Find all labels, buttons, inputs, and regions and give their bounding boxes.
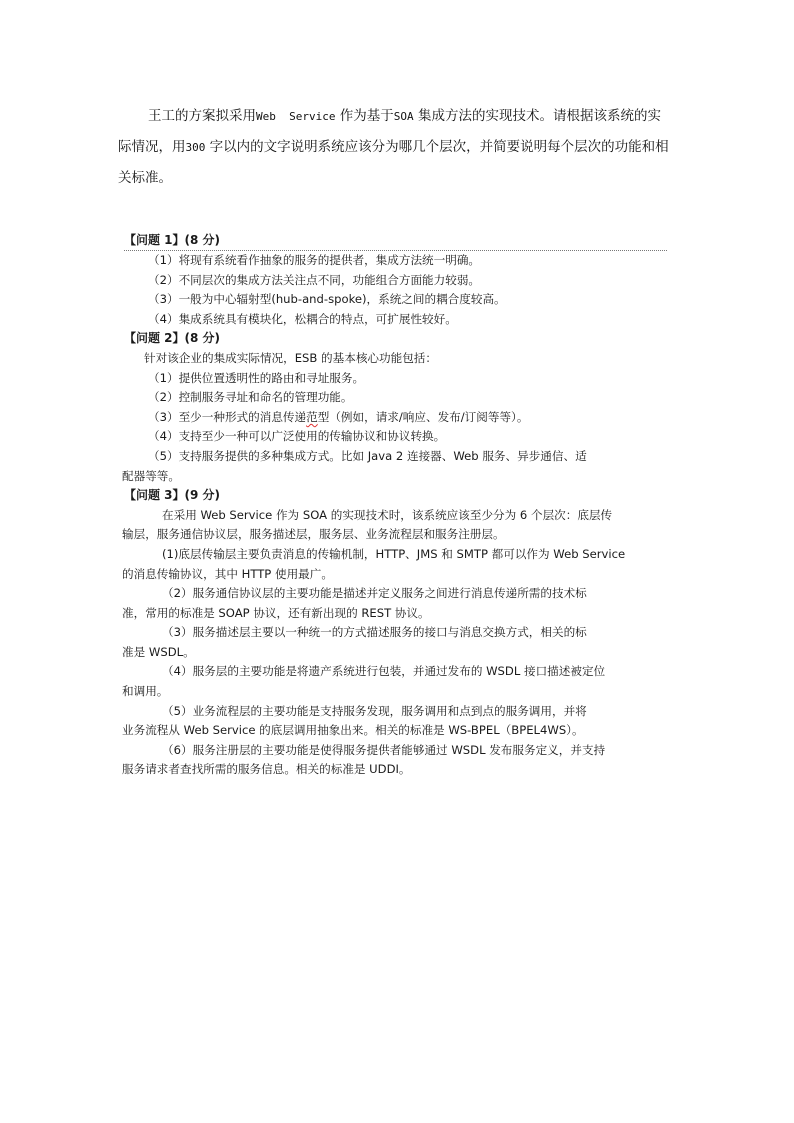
prompt-term-web-service: Web Service (256, 110, 336, 123)
question-1-item: （3）一般为中心辐射型(hub-and-spoke)，系统之间的耦合度较高。 (148, 292, 506, 307)
question-3-line: 业务流程从 Web Service 的底层调用抽象出来。相关的标准是 WS-BPEL（BPEL4WS）。 (122, 723, 584, 738)
prompt-text: 集成方法的实现技术。请根据该系统的实际情况，用 (118, 108, 661, 155)
question-2-item: （5）支持服务提供的多种集成方式。比如 Java 2 连接器、Web 服务、异步通信、适 (148, 448, 587, 463)
question-3-line: 在采用 Web Service 作为 SOA 的实现技术时，该系统应该至少分为 6 个层次：底层传 (162, 507, 613, 522)
prompt-number: 300 (185, 141, 206, 154)
question-3-line: （3）服务描述层主要以一种统一的方式描述服务的接口与消息交换方式，相关的标 (162, 625, 587, 640)
question-3-line: （4）服务层的主要功能是将遗产系统进行包装，并通过发布的 WSDL 接口描述被定位 (162, 664, 606, 679)
question-2-heading: 【问题 2】(8 分) (124, 331, 221, 346)
answer-section (122, 231, 667, 780)
question-1-item: （1）将现有系统看作抽象的服务的提供者，集成方法统一明确。 (148, 253, 481, 267)
question-2-intro: 针对该企业的集成实际情况，ESB 的基本核心功能包括： (144, 350, 437, 365)
prompt-text: 王工的方案拟采用 (148, 108, 256, 124)
question-2-item: （2）控制服务寻址和命名的管理功能。 (148, 390, 353, 405)
question-3-line: 的消息传输协议，其中 HTTP 使用最广。 (122, 566, 333, 581)
question-3-line: （6）服务注册层的主要功能是使得服务提供者能够通过 WSDL 发布服务定义，并支持 (162, 742, 606, 757)
question-prompt-paragraph (118, 101, 674, 193)
item-text: （3）至少一种形式的消息传递 (148, 409, 307, 424)
question-1-item: （2）不同层次的集成方法关注点不同，功能组合方面能力较弱。 (148, 272, 481, 287)
question-2-item-continuation: 配器等等。 (122, 468, 180, 483)
item-text: 型（例如，请求/响应、发布/订阅等等）。 (317, 409, 529, 424)
question-prompt (118, 101, 674, 193)
question-2-item: （4）支持至少一种可以广泛使用的传输协议和协议转换。 (148, 429, 446, 444)
question-3-line: 服务请求者查找所需的服务信息。相关的标准是 UDDI。 (122, 762, 411, 777)
question-3-line: 输层，服务通信协议层，服务描述层，服务层、业务流程层和服务注册层。 (122, 527, 505, 542)
question-2-item (122, 408, 667, 428)
question-1-heading: 【问题 1】(8 分) (124, 231, 667, 251)
prompt-text: 作为基于 (339, 108, 394, 124)
question-1-item: （4）集成系统具有模块化，松耦合的特点，可扩展性较好。 (148, 311, 457, 326)
question-3-line: 和调用。 (122, 684, 169, 699)
prompt-term-soa: SOA (393, 110, 414, 123)
question-3-line: (1)底层传输层主要负责消息的传输机制，HTTP、JMS 和 SMTP 都可以作为 Web Service (162, 546, 626, 561)
question-3-line: 准是 WSDL。 (122, 644, 195, 659)
question-2-item: （1）提供位置透明性的路由和寻址服务。 (148, 370, 365, 385)
question-3-heading: 【问题 3】(9 分) (124, 488, 221, 503)
question-3-line: （2）服务通信协议层的主要功能是描述并定义服务之间进行消息传递所需的技术标 (162, 586, 587, 601)
question-3-line: （5）业务流程层的主要功能是支持服务发现，服务调用和点到点的服务调用，并将 (162, 703, 587, 718)
prompt-text: 字以内的文字说明系统应该分为哪几个层次，并简要说明每个层次的功能和相关标准。 (118, 139, 669, 186)
question-3-line: 准，常用的标准是 SOAP 协议，还有新出现的 REST 协议。 (122, 605, 430, 620)
spellcheck-squiggle-word: 范 (306, 409, 318, 424)
